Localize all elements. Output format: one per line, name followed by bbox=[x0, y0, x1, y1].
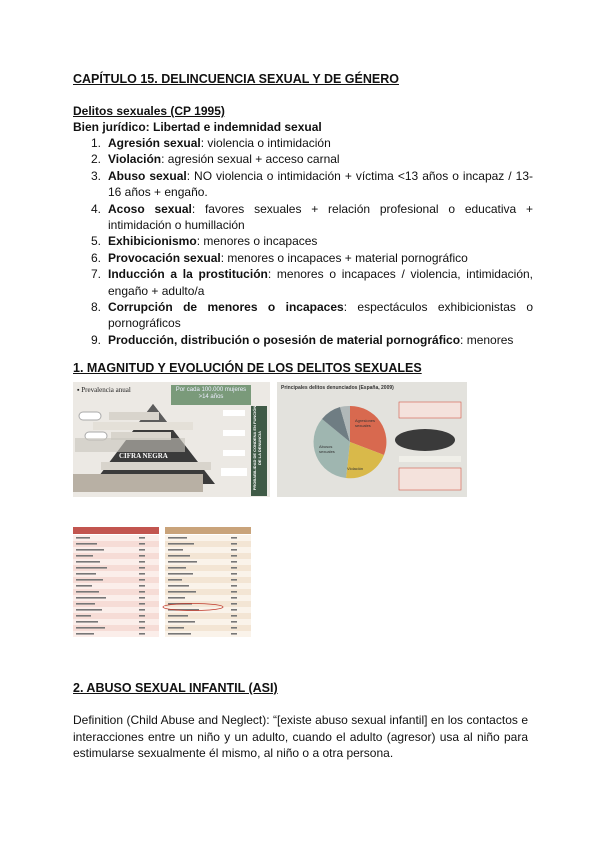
table-cell-value bbox=[139, 555, 145, 557]
list-item-number: 5. bbox=[91, 234, 102, 249]
table-cell-text bbox=[168, 561, 197, 563]
table-cell-value bbox=[231, 603, 237, 605]
table-cell-text bbox=[76, 621, 98, 623]
pyramid-band-1 bbox=[109, 412, 159, 420]
list-item-description: : menores o incapaces + material pornográfico bbox=[220, 250, 468, 265]
table-cell-value bbox=[231, 555, 237, 557]
table-cell-text bbox=[168, 537, 187, 539]
section-2-title: 2. ABUSO SEXUAL INFANTIL (ASI) bbox=[73, 681, 278, 695]
list-item-number: 3. bbox=[91, 168, 102, 183]
chapter-title: CAPÍTULO 15. DELINCUENCIA SEXUAL Y DE GÉNERO bbox=[73, 72, 399, 86]
pie-annotation-cloud bbox=[395, 429, 455, 451]
pie-label-violacion: Violación bbox=[347, 466, 364, 471]
table-cell-value bbox=[231, 573, 237, 575]
list-item bbox=[73, 151, 533, 167]
list-item-term: Violación bbox=[108, 152, 162, 167]
table-cell-value bbox=[139, 543, 145, 545]
list-item bbox=[73, 332, 533, 348]
table-cell-text bbox=[168, 633, 191, 635]
table-cell-text bbox=[168, 549, 183, 551]
table-cell-value bbox=[139, 633, 145, 635]
sexual-crimes-list bbox=[73, 135, 533, 348]
table-cell-value bbox=[139, 579, 145, 581]
pyramid-side-label: PROBABILIDAD DE CONDENA EN FUNCIÓN DE LA DENUNCIA bbox=[252, 405, 262, 491]
list-item bbox=[73, 201, 533, 234]
pyramid-heading: ▪ Prevalencia anual bbox=[77, 386, 131, 394]
table-cell-value bbox=[231, 585, 237, 587]
list-item-description: : menores bbox=[460, 332, 514, 347]
table-cell-value bbox=[139, 549, 145, 551]
table-cell-text bbox=[168, 615, 188, 617]
pyramid-top-box: Por cada 100.000 mujeres >14 años bbox=[171, 385, 251, 405]
pie-chart-image bbox=[277, 382, 467, 497]
table-cell-text bbox=[76, 573, 96, 575]
pie-title: Principales delitos denunciados (España, 2009) bbox=[281, 385, 394, 391]
pyramid-drawing bbox=[73, 382, 270, 497]
table-cell-value bbox=[231, 633, 237, 635]
list-item bbox=[73, 299, 533, 332]
list-item bbox=[73, 233, 533, 249]
table-cell-value bbox=[231, 567, 237, 569]
table-left-header bbox=[73, 527, 159, 534]
crime-rates-table-drawing bbox=[73, 527, 269, 638]
list-item-number: 2. bbox=[91, 152, 102, 167]
table-cell-text bbox=[168, 543, 194, 545]
list-item-term: Exhibicionismo bbox=[108, 234, 197, 249]
section-1-title: 1. MAGNITUD Y EVOLUCIÓN DE LOS DELITOS SEXUALES bbox=[73, 361, 422, 375]
list-item-term: Abuso sexual bbox=[108, 168, 187, 183]
table-cell-text bbox=[76, 579, 103, 581]
table-cell-text bbox=[76, 597, 106, 599]
table-cell-text bbox=[76, 585, 92, 587]
table-cell-value bbox=[139, 573, 145, 575]
table-cell-text bbox=[76, 615, 91, 617]
table-cell-value bbox=[139, 615, 145, 617]
table-right-header bbox=[165, 527, 251, 534]
table-cell-text bbox=[76, 555, 93, 557]
table-cell-text bbox=[168, 555, 190, 557]
pyramid-value-4 bbox=[221, 468, 247, 476]
pyramid-footer bbox=[73, 474, 203, 492]
list-item-term: Agresión sexual bbox=[108, 136, 201, 150]
subsection-title: Delitos sexuales (CP 1995) bbox=[73, 104, 225, 118]
table-cell-text bbox=[76, 537, 90, 539]
list-item-number: 1. bbox=[91, 136, 102, 150]
list-item-number: 6. bbox=[91, 250, 102, 265]
list-item-description: : violencia o intimidación bbox=[200, 136, 331, 150]
table-cell-text bbox=[168, 567, 186, 569]
table-cell-value bbox=[231, 579, 237, 581]
pie-annotation-2 bbox=[399, 456, 461, 462]
list-item-description: : agresión sexual + acceso carnal bbox=[161, 152, 340, 167]
table-rows bbox=[73, 535, 251, 637]
pyramid-value-1 bbox=[223, 410, 245, 416]
table-cell-value bbox=[231, 627, 237, 629]
list-item bbox=[73, 168, 533, 201]
list-item-term: Provocación sexual bbox=[108, 250, 221, 265]
table-cell-value bbox=[139, 597, 145, 599]
pie-annotation-1 bbox=[399, 402, 461, 418]
list-item-number: 4. bbox=[91, 201, 102, 216]
table-cell-text bbox=[76, 549, 104, 551]
list-item bbox=[73, 250, 533, 266]
list-item-term: Corrupción de menores o incapaces bbox=[108, 300, 344, 315]
pyramid-value-2 bbox=[223, 430, 245, 436]
list-item-term: Acoso sexual bbox=[108, 201, 192, 216]
pie-label-abusos: Abusos sexuales bbox=[319, 444, 335, 454]
pyramid-band-2 bbox=[93, 422, 193, 430]
table-cell-value bbox=[231, 561, 237, 563]
pyramid-arrow-band bbox=[75, 438, 185, 452]
table-cell-text bbox=[168, 573, 193, 575]
pyramid-value-3 bbox=[223, 450, 245, 456]
table-cell-text bbox=[168, 627, 184, 629]
table-cell-value bbox=[231, 615, 237, 617]
table-cell-value bbox=[231, 549, 237, 551]
table-cell-text bbox=[76, 591, 99, 593]
table-cell-text bbox=[168, 585, 189, 587]
table-cell-value bbox=[231, 597, 237, 599]
list-item bbox=[73, 135, 533, 151]
table-cell-value bbox=[139, 537, 145, 539]
table-cell-value bbox=[231, 543, 237, 545]
table-cell-text bbox=[76, 627, 105, 629]
crime-rates-table-image bbox=[73, 527, 269, 638]
table-cell-value bbox=[139, 627, 145, 629]
table-cell-value bbox=[139, 567, 145, 569]
list-item-number: 7. bbox=[91, 267, 102, 282]
table-cell-text bbox=[76, 543, 97, 545]
list-item-description: : espectáculos exhibicionistas o pornográficos bbox=[108, 300, 533, 331]
table-cell-value bbox=[139, 585, 145, 587]
list-item-description: : menores o incapaces / violencia, intimidación, engaño + adulto/a bbox=[108, 267, 533, 298]
table-cell-text bbox=[168, 597, 185, 599]
pie-annotation-3 bbox=[399, 468, 461, 490]
table-cell-value bbox=[139, 609, 145, 611]
list-item-number: 8. bbox=[91, 300, 102, 315]
table-cell-text bbox=[76, 633, 94, 635]
list-item-term: Inducción a la prostitución bbox=[108, 267, 268, 282]
cifra-negra-label: CIFRA NEGRA bbox=[119, 452, 168, 460]
table-cell-value bbox=[139, 561, 145, 563]
list-item-description: : menores o incapaces bbox=[196, 234, 318, 249]
table-cell-text bbox=[76, 561, 100, 563]
pie-label-agresiones: Agresiones sexuales bbox=[355, 418, 376, 428]
table-cell-value bbox=[231, 591, 237, 593]
table-cell-text bbox=[76, 567, 107, 569]
pyramid-bottom-band bbox=[101, 462, 211, 470]
list-item-description: : NO violencia o intimidación + víctima <13 años o incapaz / 13-16 años + engaño. bbox=[108, 168, 533, 200]
list-item bbox=[73, 266, 533, 299]
list-item-number: 9. bbox=[91, 332, 102, 347]
list-item-description: : favores sexuales + relación profesional o educativa + intimidación o humillación bbox=[108, 201, 533, 233]
table-cell-value bbox=[139, 603, 145, 605]
table-cell-text bbox=[76, 603, 95, 605]
table-cell-text bbox=[76, 609, 102, 611]
table-cell-value bbox=[231, 537, 237, 539]
table-cell-value bbox=[231, 621, 237, 623]
table-cell-text bbox=[168, 579, 182, 581]
table-cell-text bbox=[168, 591, 196, 593]
pyramid-infographic bbox=[73, 382, 270, 497]
table-cell-value bbox=[231, 609, 237, 611]
table-cell-text bbox=[168, 621, 195, 623]
pyramid-oval-1 bbox=[79, 412, 101, 420]
table-cell-value bbox=[139, 591, 145, 593]
csa-definition: Definition (Child Abuse and Neglect): “[existe abuso sexual infantil] en los contactos e interacciones entre un niño y un adulto, cuando el adulto (agresor) usa al niño para estimularse sexualmente él mismo, al niño o a otra persona. bbox=[73, 713, 528, 761]
list-item-term: Producción, distribución o posesión de material pornográfico bbox=[108, 332, 461, 347]
table-cell-value bbox=[139, 621, 145, 623]
legal-good-line: Bien jurídico: Libertad e indemnidad sexual bbox=[73, 120, 322, 134]
pie-drawing bbox=[277, 382, 467, 497]
